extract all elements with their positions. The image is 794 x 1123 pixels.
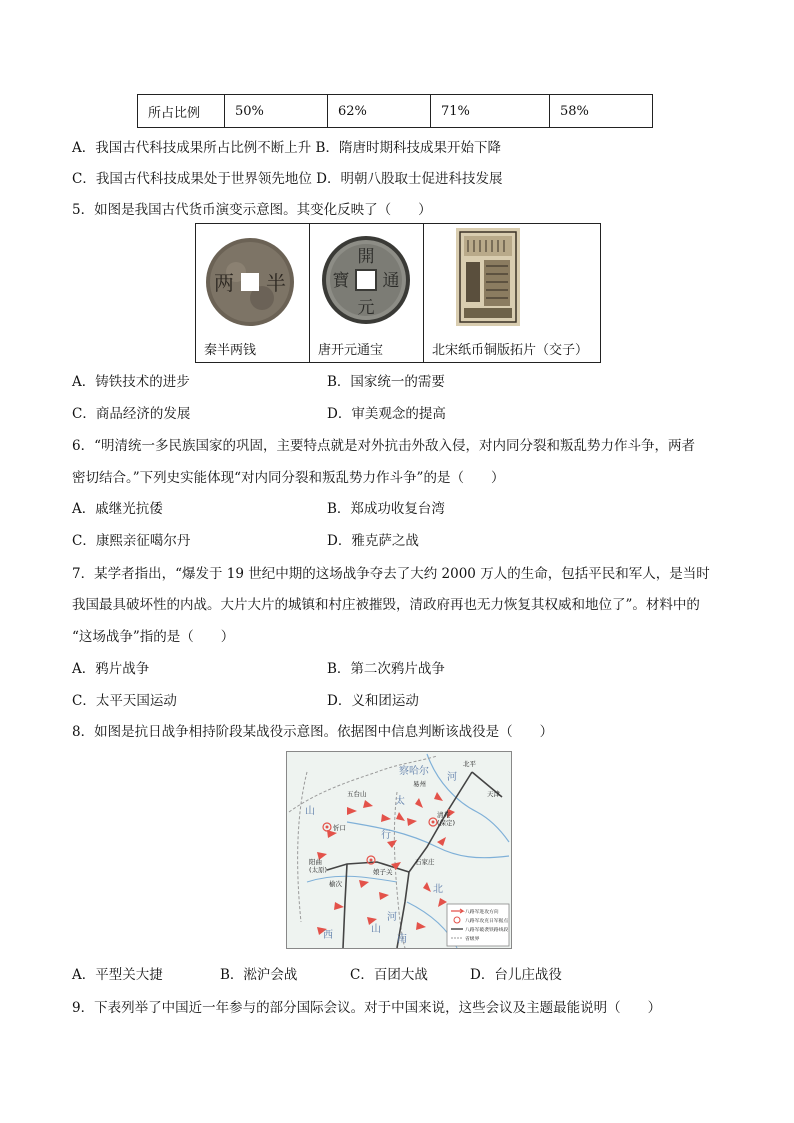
map-label-tai: 太 bbox=[395, 796, 405, 807]
caption-tang: 唐开元通宝 bbox=[318, 343, 384, 358]
tang-coin-panel bbox=[310, 224, 424, 362]
map-label-baoding: (保定) bbox=[437, 819, 456, 827]
table-cell: 62% bbox=[328, 95, 431, 128]
q6-stem-2: 密切结合。”下列史实能体现“对内同分裂和叛乱势力作斗争”的是（ ） bbox=[72, 470, 505, 486]
caption-qin: 秦半两钱 bbox=[204, 343, 257, 358]
map-label-beiping: 北平 bbox=[463, 760, 476, 768]
battle-map-svg bbox=[287, 752, 511, 948]
legend-item: 八路军攻克日军据点 bbox=[465, 919, 509, 924]
q6-option-b: B．郑成功收复台湾 bbox=[327, 501, 445, 517]
q8-option-d: D．台儿庄战役 bbox=[470, 967, 562, 983]
coin-char: 開 bbox=[357, 247, 375, 267]
q7-option-a: A．鸦片战争 bbox=[72, 661, 150, 677]
map-label-nan: 南 bbox=[397, 934, 407, 945]
coin-char: 通 bbox=[382, 271, 400, 291]
q5-option-c: C．商品经济的发展 bbox=[72, 406, 191, 422]
q5-option-d: D．审美观念的提高 bbox=[327, 406, 446, 422]
q8-option-c: C．百团大战 bbox=[350, 967, 428, 983]
q6-option-a: A．戚继光抗倭 bbox=[72, 501, 163, 517]
map-label-yuci: 榆次 bbox=[329, 880, 342, 888]
q5-option-a: A．铸铁技术的进步 bbox=[72, 374, 190, 390]
qin-banliang-coin-image bbox=[196, 224, 309, 339]
map-label-xing: 行 bbox=[381, 830, 391, 841]
q7-stem-3: “这场战争”指的是（ ） bbox=[72, 629, 235, 645]
map-label-he: 河 bbox=[447, 772, 457, 783]
q6-option-c: C．康熙亲征噶尔丹 bbox=[72, 533, 191, 549]
q5-option-b: B．国家统一的需要 bbox=[327, 374, 445, 390]
q6-stem-1: 6．“明清统一多民族国家的巩固，主要特点就是对外抗击外敌入侵，对内同分裂和叛乱势力作斗争，两者 bbox=[72, 438, 695, 454]
legend-item: 八路军破袭铁路线段 bbox=[465, 928, 509, 933]
table-cell: 58% bbox=[550, 95, 653, 128]
q8-stem: 8．如图是抗日战争相持阶段某战役示意图。依据图中信息判断该战役是（ ） bbox=[72, 724, 554, 740]
map-label-niangziguan: 娘子关 bbox=[373, 868, 393, 876]
currency-images bbox=[195, 223, 601, 363]
table-cell-label: 所占比例 bbox=[138, 95, 225, 128]
jiaozi-rubbing-image bbox=[424, 224, 600, 339]
map-label-yangqu: 阳曲 bbox=[309, 858, 322, 866]
q4-options-ab: A．我国古代科技成果所占比例不断上升 B．隋唐时期科技成果开始下降 bbox=[72, 140, 501, 156]
q9-stem: 9．下表列举了中国近一年参与的部分国际会议。对于中国来说，这些会议及主题最能说明（ ） bbox=[72, 1000, 662, 1016]
q7-option-b: B．第二次鸦片战争 bbox=[327, 661, 445, 677]
map-label-shanxi-shan: 山 bbox=[371, 924, 381, 935]
tang-kaiyuan-coin-image bbox=[310, 224, 423, 339]
q7-option-c: C．太平天国运动 bbox=[72, 693, 177, 709]
map-legend bbox=[447, 904, 509, 946]
coin-char: 两 bbox=[214, 271, 234, 295]
jiaozi-panel bbox=[424, 224, 600, 362]
q8-option-b: B．淞沪会战 bbox=[220, 967, 298, 983]
q8-option-a: A．平型关大捷 bbox=[72, 967, 163, 983]
map-label-xinkou: 忻口 bbox=[333, 824, 346, 832]
map-label-wutaishan: 五台山 bbox=[347, 790, 367, 798]
legend-item: 省级界 bbox=[465, 937, 480, 942]
map-label-tianjin: 天津 bbox=[487, 790, 500, 798]
map-label-taiyuan: (太原) bbox=[309, 866, 328, 874]
table-row bbox=[138, 95, 653, 128]
q6-option-d: D．雅克萨之战 bbox=[327, 533, 419, 549]
map-label-qingyuan: 清苑 bbox=[437, 811, 450, 819]
coin-char: 半 bbox=[266, 271, 286, 295]
coin-char: 寶 bbox=[332, 271, 350, 291]
q5-stem: 5．如图是我国古代货币演变示意图。其变化反映了（ ） bbox=[72, 202, 432, 218]
map-label-shijiazhuang: 石家庄 bbox=[415, 858, 435, 866]
table-cell: 50% bbox=[225, 95, 328, 128]
battle-map bbox=[286, 751, 512, 949]
ratio-table bbox=[137, 94, 653, 128]
map-label-henan: 河 bbox=[387, 912, 397, 923]
map-label-yizhou: 易州 bbox=[413, 780, 426, 788]
map-label-shan-mtn: 山 bbox=[305, 806, 315, 817]
q7-option-d: D．义和团运动 bbox=[327, 693, 419, 709]
caption-jiaozi: 北宋纸币铜版拓片（交子） bbox=[432, 343, 589, 358]
coin-char: 元 bbox=[357, 298, 375, 318]
table-cell: 71% bbox=[431, 95, 550, 128]
q7-stem-1: 7．某学者指出，“爆发于 19 世纪中期的这场战争夺去了大约 2000 万人的生命，包括平民和军人，是当时 bbox=[72, 566, 710, 582]
map-label-chahaer: 察哈尔 bbox=[399, 766, 429, 777]
map-label-xi: 西 bbox=[323, 930, 333, 941]
q7-stem-2: 我国最具破坏性的内战。大片大片的城镇和村庄被摧毁，清政府再也无力恢复其权威和地位了”。材料中的 bbox=[72, 597, 700, 613]
map-label-bei: 北 bbox=[433, 884, 443, 895]
qin-coin-panel bbox=[196, 224, 310, 362]
q4-options-cd: C．我国古代科技成果处于世界领先地位 D．明朝八股取士促进科技发展 bbox=[72, 171, 503, 187]
legend-item: 八路军进攻方向 bbox=[465, 910, 499, 915]
